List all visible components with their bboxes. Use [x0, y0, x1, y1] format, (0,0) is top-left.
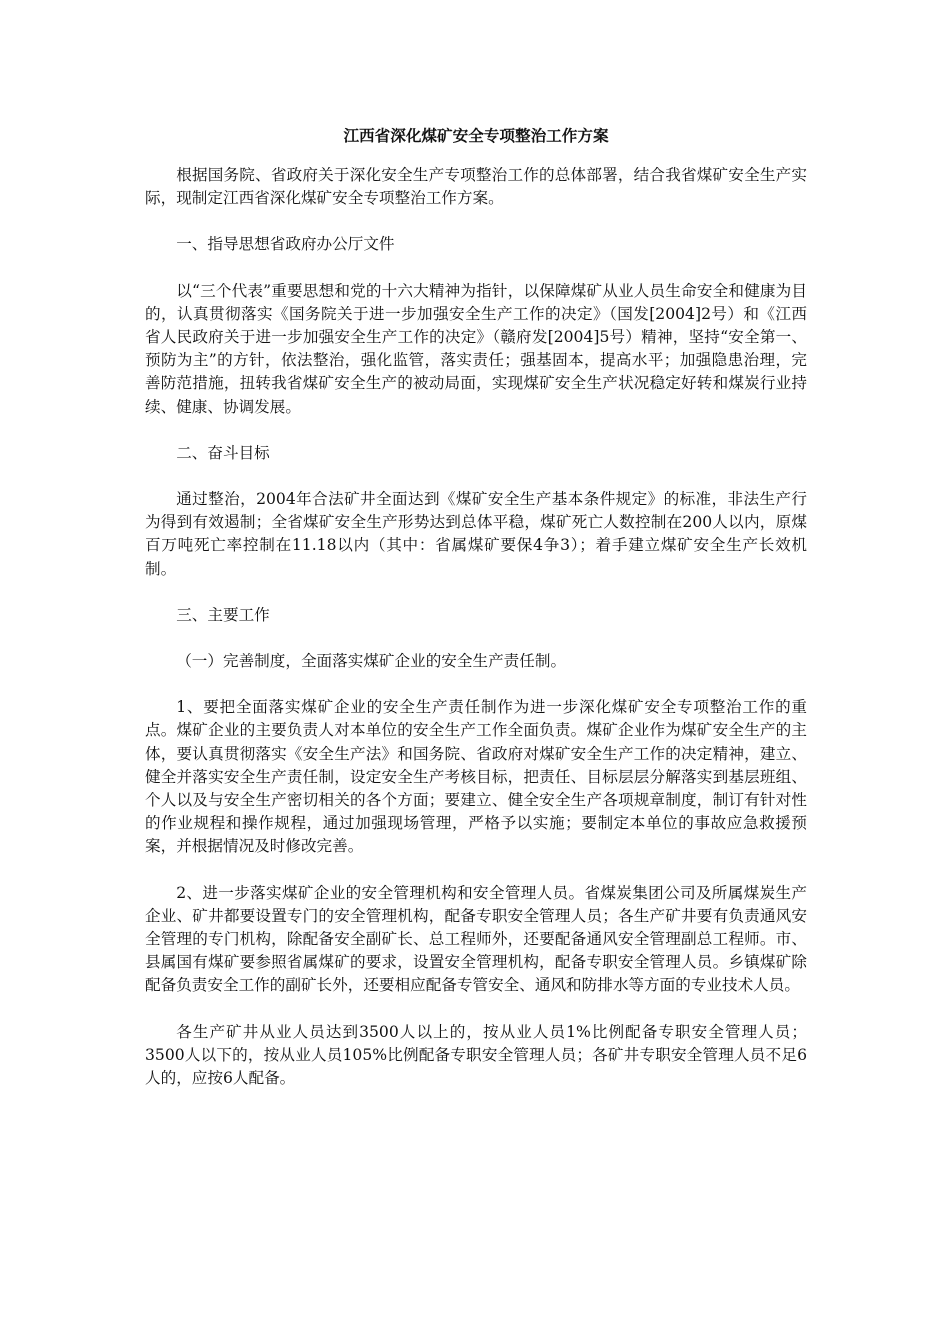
item-2-paragraph: 2、进一步落实煤矿企业的安全管理机构和安全管理人员。省煤炭集团公司及所属煤炭生产企业、矿井都要设置专门的安全管理机构，配备专职安全管理人员；各生产矿井要有负责通风安全管理的专门机构，除配备安全副矿长、总工程师外，还要配备通风安全管理副总工程师。市、县属国有煤矿要参照省属煤矿的要求，设置安全管理机构，配备专职安全管理人员。乡镇煤矿除配备负责安全工作的副矿长外，还要相应配备专管安全、通风和防排水等方面的专业技术人员。: [145, 883, 807, 995]
section-heading-main-work: 三、主要工作: [176, 605, 270, 624]
intro-paragraph: 根据国务院、省政府关于深化安全生产专项整治工作的总体部署，结合我省煤矿安全生产实际，现制定江西省深化煤矿安全专项整治工作方案。: [145, 166, 807, 208]
document-title: 江西省深化煤矿安全专项整治工作方案: [343, 126, 609, 145]
subsection-heading-responsibility: （一）完善制度，全面落实煤矿企业的安全生产责任制。: [176, 652, 567, 671]
document-body: [145, 124, 807, 1113]
item-1-paragraph: 1、要把全面落实煤矿企业的安全生产责任制作为进一步深化煤矿安全专项整治工作的重点。煤矿企业的主要负责人对本单位的安全生产工作全面负责。煤矿企业作为煤矿安全生产的主体，要认真贯彻落实《安全生产法》和国务院、省政府对煤矿安全生产工作的决定精神，建立、健全并落实安全生产责任制，设定安全生产考核目标，把责任、目标层层分解落实到基层班组、个人以及与安全生产密切相关的各个方面；要建立、健全安全生产各项规章制度，制订有针对性的作业规程和操作规程，通过加强现场管理，严格予以实施；要制定本单位的事故应急救援预案，并根据情况及时修改完善。: [145, 698, 807, 856]
goals-paragraph: 通过整治，2004年合法矿井全面达到《煤矿安全生产基本条件规定》的标准，非法生产行为得到有效遏制；全省煤矿安全生产形势达到总体平稳，煤矿死亡人数控制在200人以内，原煤百万吨死亡率控制在11.18以内（其中：省属煤矿要保4争3）；着手建立煤矿安全生产长效机制。: [145, 490, 807, 578]
guiding-thought-paragraph: 以“三个代表”重要思想和党的十六大精神为指针，以保障煤矿从业人员生命安全和健康为目的，认真贯彻落实《国务院关于进一步加强安全生产工作的决定》（国发[2004]2号）和《江西省人民政府关于进一步加强安全生产工作的决定》（赣府发[2004]5号）精神，坚持“安全第一、预防为主”的方针，依法整治，强化监管，落实责任；强基固本，提高水平；加强隐患治理，完善防范措施，扭转我省煤矿安全生产的被动局面，实现煤矿安全生产状况稳定好转和煤炭行业持续、健康、协调发展。: [145, 281, 807, 416]
section-heading-guiding-thought: 一、指导思想省政府办公厅文件: [176, 235, 395, 254]
staffing-ratio-paragraph: 各生产矿井从业人员达到3500人以上的，按从业人员1%比例配备专职安全管理人员；3500人以下的，按从业人员105%比例配备专职安全管理人员；各矿井专职安全管理人员不足6人的，应按6人配备。: [145, 1022, 807, 1088]
section-heading-goals: 二、奋斗目标: [176, 443, 270, 462]
